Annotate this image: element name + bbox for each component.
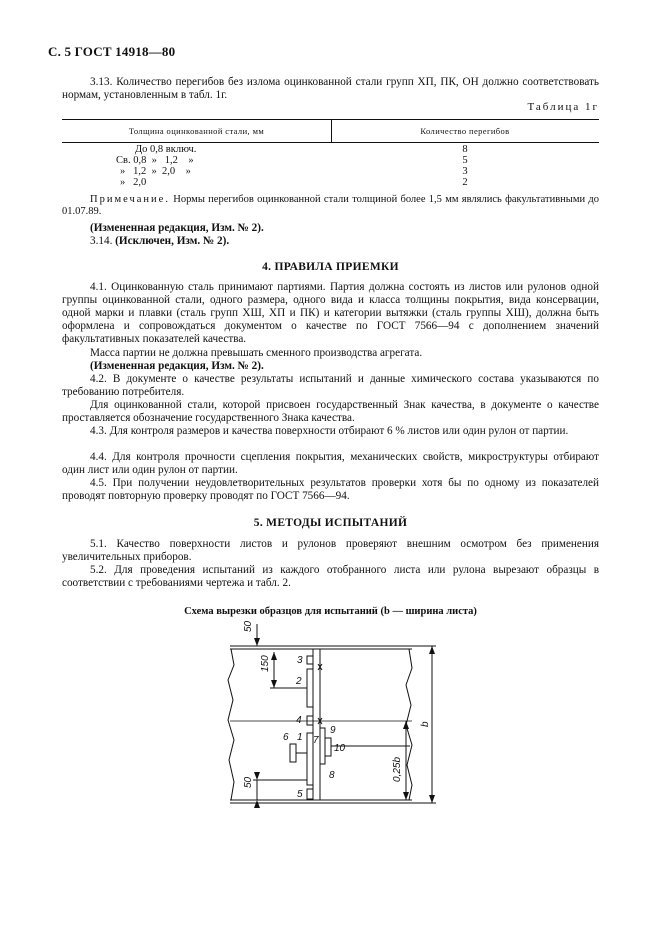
paragraph-4-1: 4.1. Оцинкованную сталь принимают партиями. Партия должна состоять из листов или рулонов одной группы оцинкованной стали, одного размера, одного вида и класса толщины покрытия, вида консервации, одной марки и плавки (сталь групп ХШ, ХП и ПК) и категории вытяжки (сталь группы ХШ), должна быть оформлена и сопровождаться документом о качестве по ГОСТ 7566—94 с дополнением значений факультативных показателей качества.	[62, 281, 599, 345]
figure-caption: Схема вырезки образцов для испытаний (b — ширина листа)	[184, 606, 477, 617]
table-cell-thickness: » 1,2 » 2,0 »	[120, 166, 191, 177]
table-note	[62, 194, 599, 218]
page-header: С. 5 ГОСТ 14918—80	[48, 44, 176, 59]
section-5-title: 5. МЕТОДЫ ИСПЫТАНИЙ	[253, 517, 408, 529]
paragraph-4-1b: Масса партии не должна превышать сменного производства агрегата.	[90, 347, 423, 359]
specimen-cutting-diagram	[0, 615, 661, 855]
change-note: (Измененная редакция, Изм. № 2).	[90, 360, 264, 372]
paragraph-4-2: 4.2. В документе о качестве результаты испытаний и данные химического состава указываются по требованию потребителя.	[62, 373, 599, 398]
specimen-label: 7	[313, 735, 319, 746]
specimen-label: 10	[334, 743, 346, 754]
dim-50-top: 50	[243, 620, 254, 632]
dim-b: b	[420, 721, 431, 727]
paragraph-5-2: 5.2. Для проведения испытаний из каждого отобранного листа или рулона вырезают образцы в соответствии с требованиями чертежа и табл. 2.	[62, 564, 599, 589]
paragraph-3-14-number: 3.14.	[90, 235, 116, 247]
dim-025b: 0,25b	[392, 756, 403, 782]
paragraph-5-1: 5.1. Качество поверхности листов и рулонов проверяют внешним осмотром без применения увеличительных приборов.	[62, 538, 599, 563]
table-cell-thickness: Св. 0,8 » 1,2 »	[116, 155, 194, 166]
section-4-title: 4. ПРАВИЛА ПРИЕМКИ	[262, 261, 399, 273]
paragraph-3-13: 3.13. Количество перегибов без излома оцинкованной стали групп ХП, ПК, ОН должно соответствовать нормам, установленным в табл. 1г.	[62, 76, 599, 101]
table-header-bends: Количество перегибов	[420, 126, 510, 136]
table-cell-thickness: » 2,0	[120, 177, 147, 188]
specimen-label: 6	[283, 732, 289, 743]
table-label: Таблица 1г	[527, 101, 599, 113]
paragraph-4-4: 4.4. Для контроля прочности сцепления покрытия, механических свойств, микроструктуры отбирают один лист или один рулон от партии.	[62, 451, 599, 476]
table-cell-bends: 8	[462, 144, 468, 155]
paragraph-4-5: 4.5. При получении неудовлетворительных результатов проверки хотя бы по одному из показателей проводят повторную проверку проводят по ГОСТ 7566—94.	[62, 477, 599, 502]
paragraph-3-14	[62, 235, 599, 248]
table-cell-bends: 5	[462, 155, 468, 166]
note-text: Нормы перегибов оцинкованной стали толщиной более 1,5 мм являлись факультативными до 01.07.89.	[62, 194, 599, 217]
specimen-label: 5	[297, 789, 303, 800]
table-cell-thickness: До 0,8 включ.	[135, 144, 197, 155]
note-label: Примечание.	[90, 194, 170, 205]
break-line-left	[228, 649, 234, 800]
change-note: (Измененная редакция, Изм. № 2).	[90, 222, 264, 234]
table-cell-bends: 3	[462, 166, 468, 177]
specimen-label: 3	[297, 655, 303, 666]
dim-50-bottom: 50	[243, 776, 254, 788]
specimen-label: 8	[329, 770, 335, 781]
table-header-rule	[62, 142, 599, 143]
paragraph-4-3: 4.3. Для контроля размеров и качества поверхности отбирают 6 % листов или один рулон от партии.	[90, 425, 569, 437]
paragraph-3-14-text: (Исключен, Изм. № 2).	[115, 235, 230, 247]
dim-150: 150	[260, 655, 271, 672]
specimen-label: 4	[296, 715, 302, 726]
specimen-label: 2	[296, 676, 302, 687]
table-cell-bends: 2	[462, 177, 468, 188]
specimen-label: 1	[297, 732, 303, 743]
table-header-thickness: Толщина оцинкованной стали, мм	[128, 126, 265, 136]
paragraph-4-2b: Для оцинкованной стали, которой присвоен государственный Знак качества, в документе о качестве проставляется обозначение государственного Знака качества.	[62, 399, 599, 424]
specimen-label: 9	[330, 725, 336, 736]
